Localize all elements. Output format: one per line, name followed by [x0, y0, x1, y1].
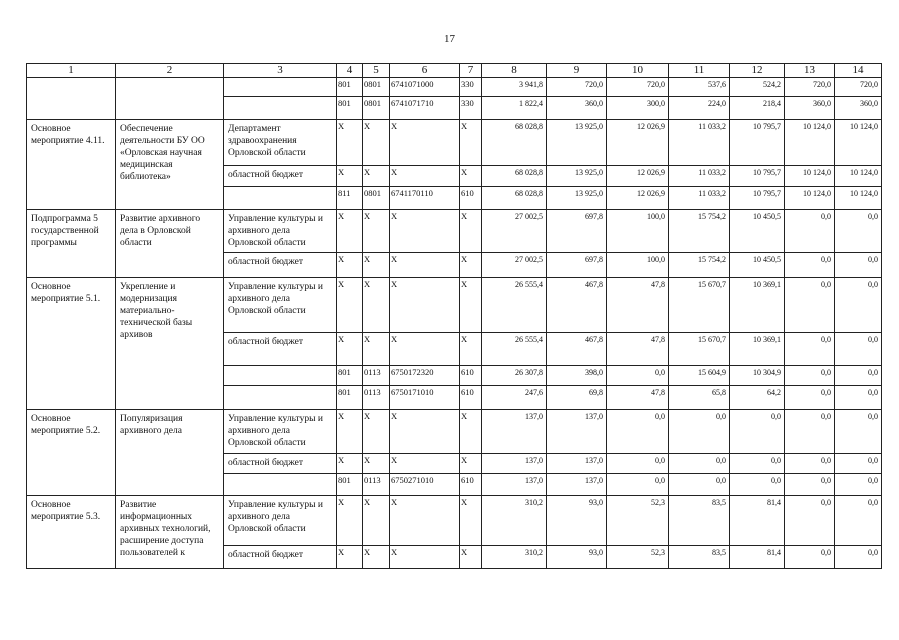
header-cell: 14: [835, 64, 882, 78]
amount-cell: 0,0: [669, 474, 730, 496]
amount-cell: 0,0: [785, 496, 835, 546]
amount-cell: 64,2: [730, 386, 785, 410]
expense-type-cell: 610: [460, 187, 482, 210]
grbs-code-cell: X: [337, 454, 363, 474]
amount-cell: 0,0: [835, 454, 882, 474]
amount-cell: 15 604,9: [669, 366, 730, 386]
target-code-cell: 6741170110: [390, 187, 460, 210]
section-code-cell: X: [363, 410, 390, 454]
amount-cell: 0,0: [835, 278, 882, 333]
amount-cell: 137,0: [482, 410, 547, 454]
table-body: [27, 64, 882, 569]
amount-cell: 0,0: [607, 454, 669, 474]
grbs-code-cell: 801: [337, 366, 363, 386]
amount-cell: 137,0: [547, 454, 607, 474]
amount-cell: 11 033,2: [669, 166, 730, 187]
activity-name-cell: Подпрограмма 5 государственной программы: [27, 210, 116, 278]
expense-type-cell: 330: [460, 97, 482, 120]
amount-cell: 0,0: [607, 474, 669, 496]
executor-cell: Управление культуры и архивного дела Орловской области: [224, 210, 337, 253]
executor-cell: областной бюджет: [224, 454, 337, 474]
amount-cell: 720,0: [607, 78, 669, 97]
section-code-cell: X: [363, 253, 390, 278]
amount-cell: 26 555,4: [482, 333, 547, 366]
amount-cell: 0,0: [669, 454, 730, 474]
amount-cell: 0,0: [835, 546, 882, 569]
amount-cell: 10 124,0: [835, 166, 882, 187]
amount-cell: 398,0: [547, 366, 607, 386]
target-code-cell: X: [390, 454, 460, 474]
section-code-cell: 0113: [363, 474, 390, 496]
expense-type-cell: 610: [460, 474, 482, 496]
target-code-cell: 6750271010: [390, 474, 460, 496]
section-code-cell: 0801: [363, 97, 390, 120]
budget-table: [26, 63, 882, 569]
header-cell: 11: [669, 64, 730, 78]
executor-cell: [224, 78, 337, 97]
amount-cell: 524,2: [730, 78, 785, 97]
amount-cell: 720,0: [785, 78, 835, 97]
amount-cell: 0,0: [785, 210, 835, 253]
table-row: [27, 78, 882, 97]
amount-cell: 0,0: [785, 366, 835, 386]
expense-type-cell: X: [460, 253, 482, 278]
activity-title-cell: Развитие архивного дела в Орловской области: [116, 210, 224, 278]
amount-cell: 10 124,0: [785, 166, 835, 187]
amount-cell: 0,0: [835, 210, 882, 253]
amount-cell: 15 670,7: [669, 333, 730, 366]
section-code-cell: 0801: [363, 78, 390, 97]
amount-cell: 81,4: [730, 546, 785, 569]
amount-cell: 83,5: [669, 546, 730, 569]
header-cell: 5: [363, 64, 390, 78]
amount-cell: 360,0: [835, 97, 882, 120]
expense-type-cell: X: [460, 278, 482, 333]
target-code-cell: X: [390, 253, 460, 278]
expense-type-cell: X: [460, 210, 482, 253]
amount-cell: 0,0: [835, 253, 882, 278]
table-row: [27, 210, 882, 253]
expense-type-cell: X: [460, 496, 482, 546]
section-code-cell: 0113: [363, 386, 390, 410]
header-cell: 2: [116, 64, 224, 78]
amount-cell: 0,0: [607, 410, 669, 454]
expense-type-cell: 330: [460, 78, 482, 97]
activity-name-cell: Основное мероприятие 4.11.: [27, 120, 116, 210]
amount-cell: 0,0: [835, 333, 882, 366]
executor-cell: Департамент здравоохранения Орловской области: [224, 120, 337, 166]
amount-cell: 47,8: [607, 386, 669, 410]
amount-cell: 10 124,0: [785, 120, 835, 166]
grbs-code-cell: X: [337, 210, 363, 253]
amount-cell: 47,8: [607, 278, 669, 333]
executor-cell: областной бюджет: [224, 253, 337, 278]
table-row: [27, 410, 882, 454]
amount-cell: 467,8: [547, 278, 607, 333]
target-code-cell: 6750171010: [390, 386, 460, 410]
amount-cell: 0,0: [835, 496, 882, 546]
amount-cell: 100,0: [607, 210, 669, 253]
grbs-code-cell: X: [337, 333, 363, 366]
header-cell: 4: [337, 64, 363, 78]
header-cell: 10: [607, 64, 669, 78]
amount-cell: 137,0: [547, 474, 607, 496]
amount-cell: 69,8: [547, 386, 607, 410]
amount-cell: 26 555,4: [482, 278, 547, 333]
page-number: 17: [444, 33, 455, 45]
target-code-cell: X: [390, 210, 460, 253]
amount-cell: 0,0: [835, 386, 882, 410]
header-row: [27, 64, 882, 78]
amount-cell: 27 002,5: [482, 253, 547, 278]
expense-type-cell: X: [460, 546, 482, 569]
amount-cell: 0,0: [607, 366, 669, 386]
amount-cell: 11 033,2: [669, 187, 730, 210]
amount-cell: 0,0: [669, 410, 730, 454]
grbs-code-cell: 811: [337, 187, 363, 210]
table-row: [27, 496, 882, 546]
amount-cell: 10 124,0: [835, 120, 882, 166]
amount-cell: 26 307,8: [482, 366, 547, 386]
amount-cell: 10 450,5: [730, 210, 785, 253]
amount-cell: 15 670,7: [669, 278, 730, 333]
executor-cell: областной бюджет: [224, 166, 337, 187]
expense-type-cell: X: [460, 333, 482, 366]
amount-cell: 218,4: [730, 97, 785, 120]
amount-cell: 224,0: [669, 97, 730, 120]
amount-cell: 467,8: [547, 333, 607, 366]
amount-cell: 360,0: [547, 97, 607, 120]
amount-cell: 720,0: [547, 78, 607, 97]
section-code-cell: X: [363, 278, 390, 333]
amount-cell: 0,0: [835, 474, 882, 496]
amount-cell: 10 369,1: [730, 278, 785, 333]
target-code-cell: X: [390, 496, 460, 546]
amount-cell: 137,0: [547, 410, 607, 454]
executor-cell: областной бюджет: [224, 333, 337, 366]
executor-cell: [224, 97, 337, 120]
expense-type-cell: X: [460, 454, 482, 474]
amount-cell: 0,0: [785, 410, 835, 454]
amount-cell: 12 026,9: [607, 166, 669, 187]
section-code-cell: X: [363, 210, 390, 253]
target-code-cell: X: [390, 333, 460, 366]
executor-cell: [224, 386, 337, 410]
amount-cell: 68 028,8: [482, 166, 547, 187]
amount-cell: 10 124,0: [835, 187, 882, 210]
amount-cell: 10 450,5: [730, 253, 785, 278]
amount-cell: 10 795,7: [730, 187, 785, 210]
section-code-cell: 0801: [363, 187, 390, 210]
header-cell: 1: [27, 64, 116, 78]
executor-cell: [224, 366, 337, 386]
header-cell: 8: [482, 64, 547, 78]
executor-cell: областной бюджет: [224, 546, 337, 569]
grbs-code-cell: X: [337, 166, 363, 187]
amount-cell: 81,4: [730, 496, 785, 546]
amount-cell: 10 795,7: [730, 166, 785, 187]
expense-type-cell: X: [460, 410, 482, 454]
target-code-cell: X: [390, 546, 460, 569]
amount-cell: 52,3: [607, 546, 669, 569]
amount-cell: 0,0: [835, 366, 882, 386]
amount-cell: 15 754,2: [669, 210, 730, 253]
amount-cell: 0,0: [730, 474, 785, 496]
target-code-cell: X: [390, 120, 460, 166]
target-code-cell: 6741071000: [390, 78, 460, 97]
table-row: [27, 120, 882, 166]
amount-cell: 10 304,9: [730, 366, 785, 386]
amount-cell: 697,8: [547, 253, 607, 278]
amount-cell: 720,0: [835, 78, 882, 97]
amount-cell: 0,0: [785, 454, 835, 474]
amount-cell: 12 026,9: [607, 187, 669, 210]
amount-cell: 0,0: [785, 278, 835, 333]
amount-cell: 0,0: [785, 333, 835, 366]
amount-cell: 93,0: [547, 546, 607, 569]
activity-title-cell: Обеспечение деятельности БУ ОО «Орловская научная медицинская библиотека»: [116, 120, 224, 210]
section-code-cell: X: [363, 166, 390, 187]
header-cell: 13: [785, 64, 835, 78]
amount-cell: 137,0: [482, 474, 547, 496]
grbs-code-cell: X: [337, 496, 363, 546]
amount-cell: 13 925,0: [547, 166, 607, 187]
amount-cell: 65,8: [669, 386, 730, 410]
section-code-cell: X: [363, 546, 390, 569]
target-code-cell: X: [390, 166, 460, 187]
section-code-cell: X: [363, 496, 390, 546]
amount-cell: 537,6: [669, 78, 730, 97]
grbs-code-cell: X: [337, 546, 363, 569]
executor-cell: [224, 187, 337, 210]
amount-cell: 3 941,8: [482, 78, 547, 97]
amount-cell: 0,0: [730, 410, 785, 454]
activity-name-cell: [27, 78, 116, 120]
executor-cell: Управление культуры и архивного дела Орловской области: [224, 496, 337, 546]
grbs-code-cell: 801: [337, 97, 363, 120]
amount-cell: 300,0: [607, 97, 669, 120]
amount-cell: 310,2: [482, 496, 547, 546]
target-code-cell: X: [390, 278, 460, 333]
header-cell: 12: [730, 64, 785, 78]
activity-name-cell: Основное мероприятие 5.2.: [27, 410, 116, 496]
section-code-cell: X: [363, 333, 390, 366]
activity-title-cell: Укрепление и модернизация материально-технической базы архивов: [116, 278, 224, 410]
target-code-cell: X: [390, 410, 460, 454]
amount-cell: 1 822,4: [482, 97, 547, 120]
expense-type-cell: 610: [460, 386, 482, 410]
executor-cell: Управление культуры и архивного дела Орловской области: [224, 410, 337, 454]
amount-cell: 11 033,2: [669, 120, 730, 166]
header-cell: 3: [224, 64, 337, 78]
section-code-cell: X: [363, 120, 390, 166]
activity-title-cell: [116, 78, 224, 120]
amount-cell: 52,3: [607, 496, 669, 546]
amount-cell: 10 795,7: [730, 120, 785, 166]
grbs-code-cell: X: [337, 120, 363, 166]
amount-cell: 27 002,5: [482, 210, 547, 253]
table-row: [27, 278, 882, 333]
section-code-cell: 0113: [363, 366, 390, 386]
amount-cell: 0,0: [785, 546, 835, 569]
grbs-code-cell: X: [337, 253, 363, 278]
amount-cell: 10 369,1: [730, 333, 785, 366]
amount-cell: 137,0: [482, 454, 547, 474]
amount-cell: 68 028,8: [482, 120, 547, 166]
amount-cell: 13 925,0: [547, 187, 607, 210]
amount-cell: 68 028,8: [482, 187, 547, 210]
amount-cell: 0,0: [730, 454, 785, 474]
amount-cell: 0,0: [785, 253, 835, 278]
amount-cell: 15 754,2: [669, 253, 730, 278]
target-code-cell: 6741071710: [390, 97, 460, 120]
activity-name-cell: Основное мероприятие 5.1.: [27, 278, 116, 410]
activity-title-cell: Популяризация архивного дела: [116, 410, 224, 496]
grbs-code-cell: X: [337, 278, 363, 333]
amount-cell: 247,6: [482, 386, 547, 410]
amount-cell: 83,5: [669, 496, 730, 546]
executor-cell: [224, 474, 337, 496]
amount-cell: 0,0: [785, 386, 835, 410]
grbs-code-cell: 801: [337, 386, 363, 410]
grbs-code-cell: 801: [337, 78, 363, 97]
amount-cell: 13 925,0: [547, 120, 607, 166]
amount-cell: 0,0: [785, 474, 835, 496]
amount-cell: 100,0: [607, 253, 669, 278]
header-cell: 7: [460, 64, 482, 78]
amount-cell: 93,0: [547, 496, 607, 546]
activity-name-cell: Основное мероприятие 5.3.: [27, 496, 116, 569]
expense-type-cell: X: [460, 120, 482, 166]
amount-cell: 697,8: [547, 210, 607, 253]
expense-type-cell: X: [460, 166, 482, 187]
header-cell: 6: [390, 64, 460, 78]
activity-title-cell: Развитие информационных архивных технологий, расширение доступа пользователей к: [116, 496, 224, 569]
grbs-code-cell: 801: [337, 474, 363, 496]
amount-cell: 10 124,0: [785, 187, 835, 210]
amount-cell: 12 026,9: [607, 120, 669, 166]
executor-cell: Управление культуры и архивного дела Орловской области: [224, 278, 337, 333]
amount-cell: 310,2: [482, 546, 547, 569]
grbs-code-cell: X: [337, 410, 363, 454]
target-code-cell: 6750172320: [390, 366, 460, 386]
header-cell: 9: [547, 64, 607, 78]
amount-cell: 360,0: [785, 97, 835, 120]
amount-cell: 47,8: [607, 333, 669, 366]
amount-cell: 0,0: [835, 410, 882, 454]
expense-type-cell: 610: [460, 366, 482, 386]
section-code-cell: X: [363, 454, 390, 474]
